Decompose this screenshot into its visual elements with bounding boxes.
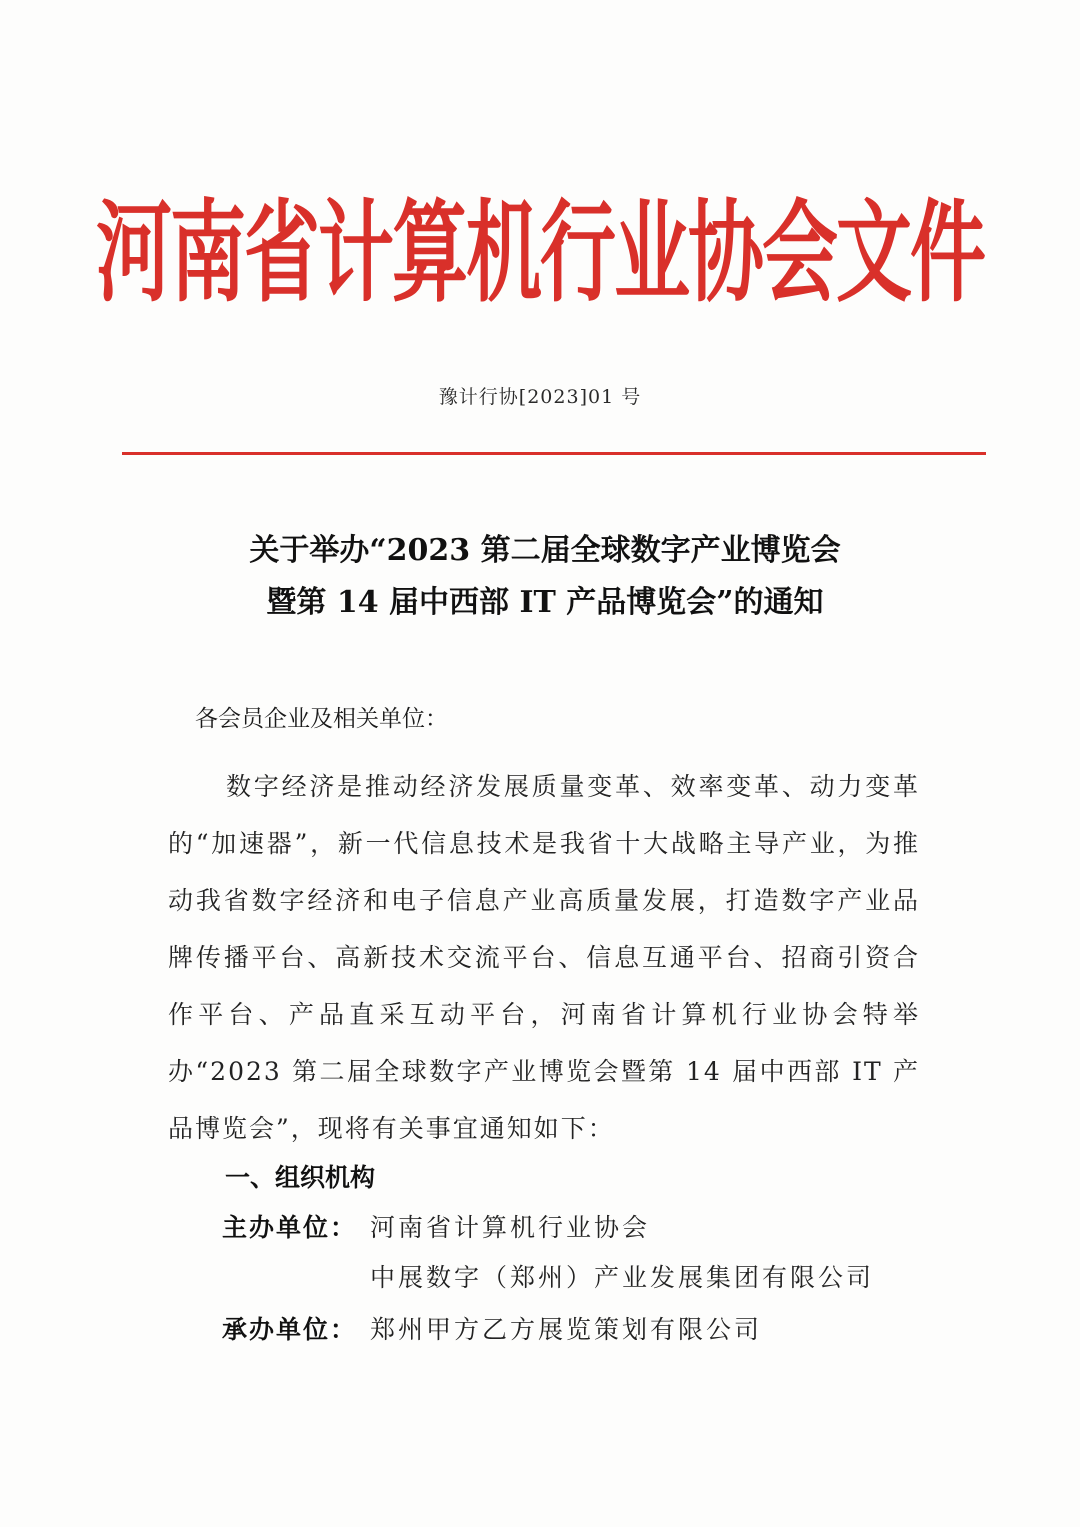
notice-title-line-2: 暨第 14 届中西部 IT 产品博览会”的通知 — [266, 585, 824, 620]
body-paragraph: 数字经济是推动经济发展质量变革、效率变革、动力变革的“加速器”，新一代信息技术是我省十大战略主导产业，为推动我省数字经济和电子信息产业高质量发展，打造数字产业品牌传播平台、高新技术交流平台、信息互通平台、招商引资合作平台、产品直采互动平台，河南省计算机行业协会特举办“2023 第二届全球数字产业博览会暨第 14 届中西部 IT 产品博览会”，现将有关事宜通知如下： — [168, 772, 920, 1143]
organizer-label: 承办单位： — [222, 1315, 358, 1344]
document-number: 豫计行协[2023]01 号 — [438, 386, 642, 408]
host-label: 主办单位： — [222, 1213, 358, 1242]
section-heading-organization: 一、组织机构 — [225, 1163, 376, 1192]
notice-title-line-1: 关于举办“2023 第二届全球数字产业博览会 — [249, 533, 841, 568]
red-divider-line — [122, 452, 986, 455]
host-value-2: 中展数字（郑州）产业发展集团有限公司 — [370, 1263, 875, 1292]
salutation: 各会员企业及相关单位： — [195, 706, 448, 732]
document-header-title: 河南省计算机行业协会文件 — [96, 188, 984, 318]
organizer-value: 郑州甲方乙方展览策划有限公司 — [370, 1315, 763, 1344]
host-value-1: 河南省计算机行业协会 — [370, 1213, 651, 1242]
